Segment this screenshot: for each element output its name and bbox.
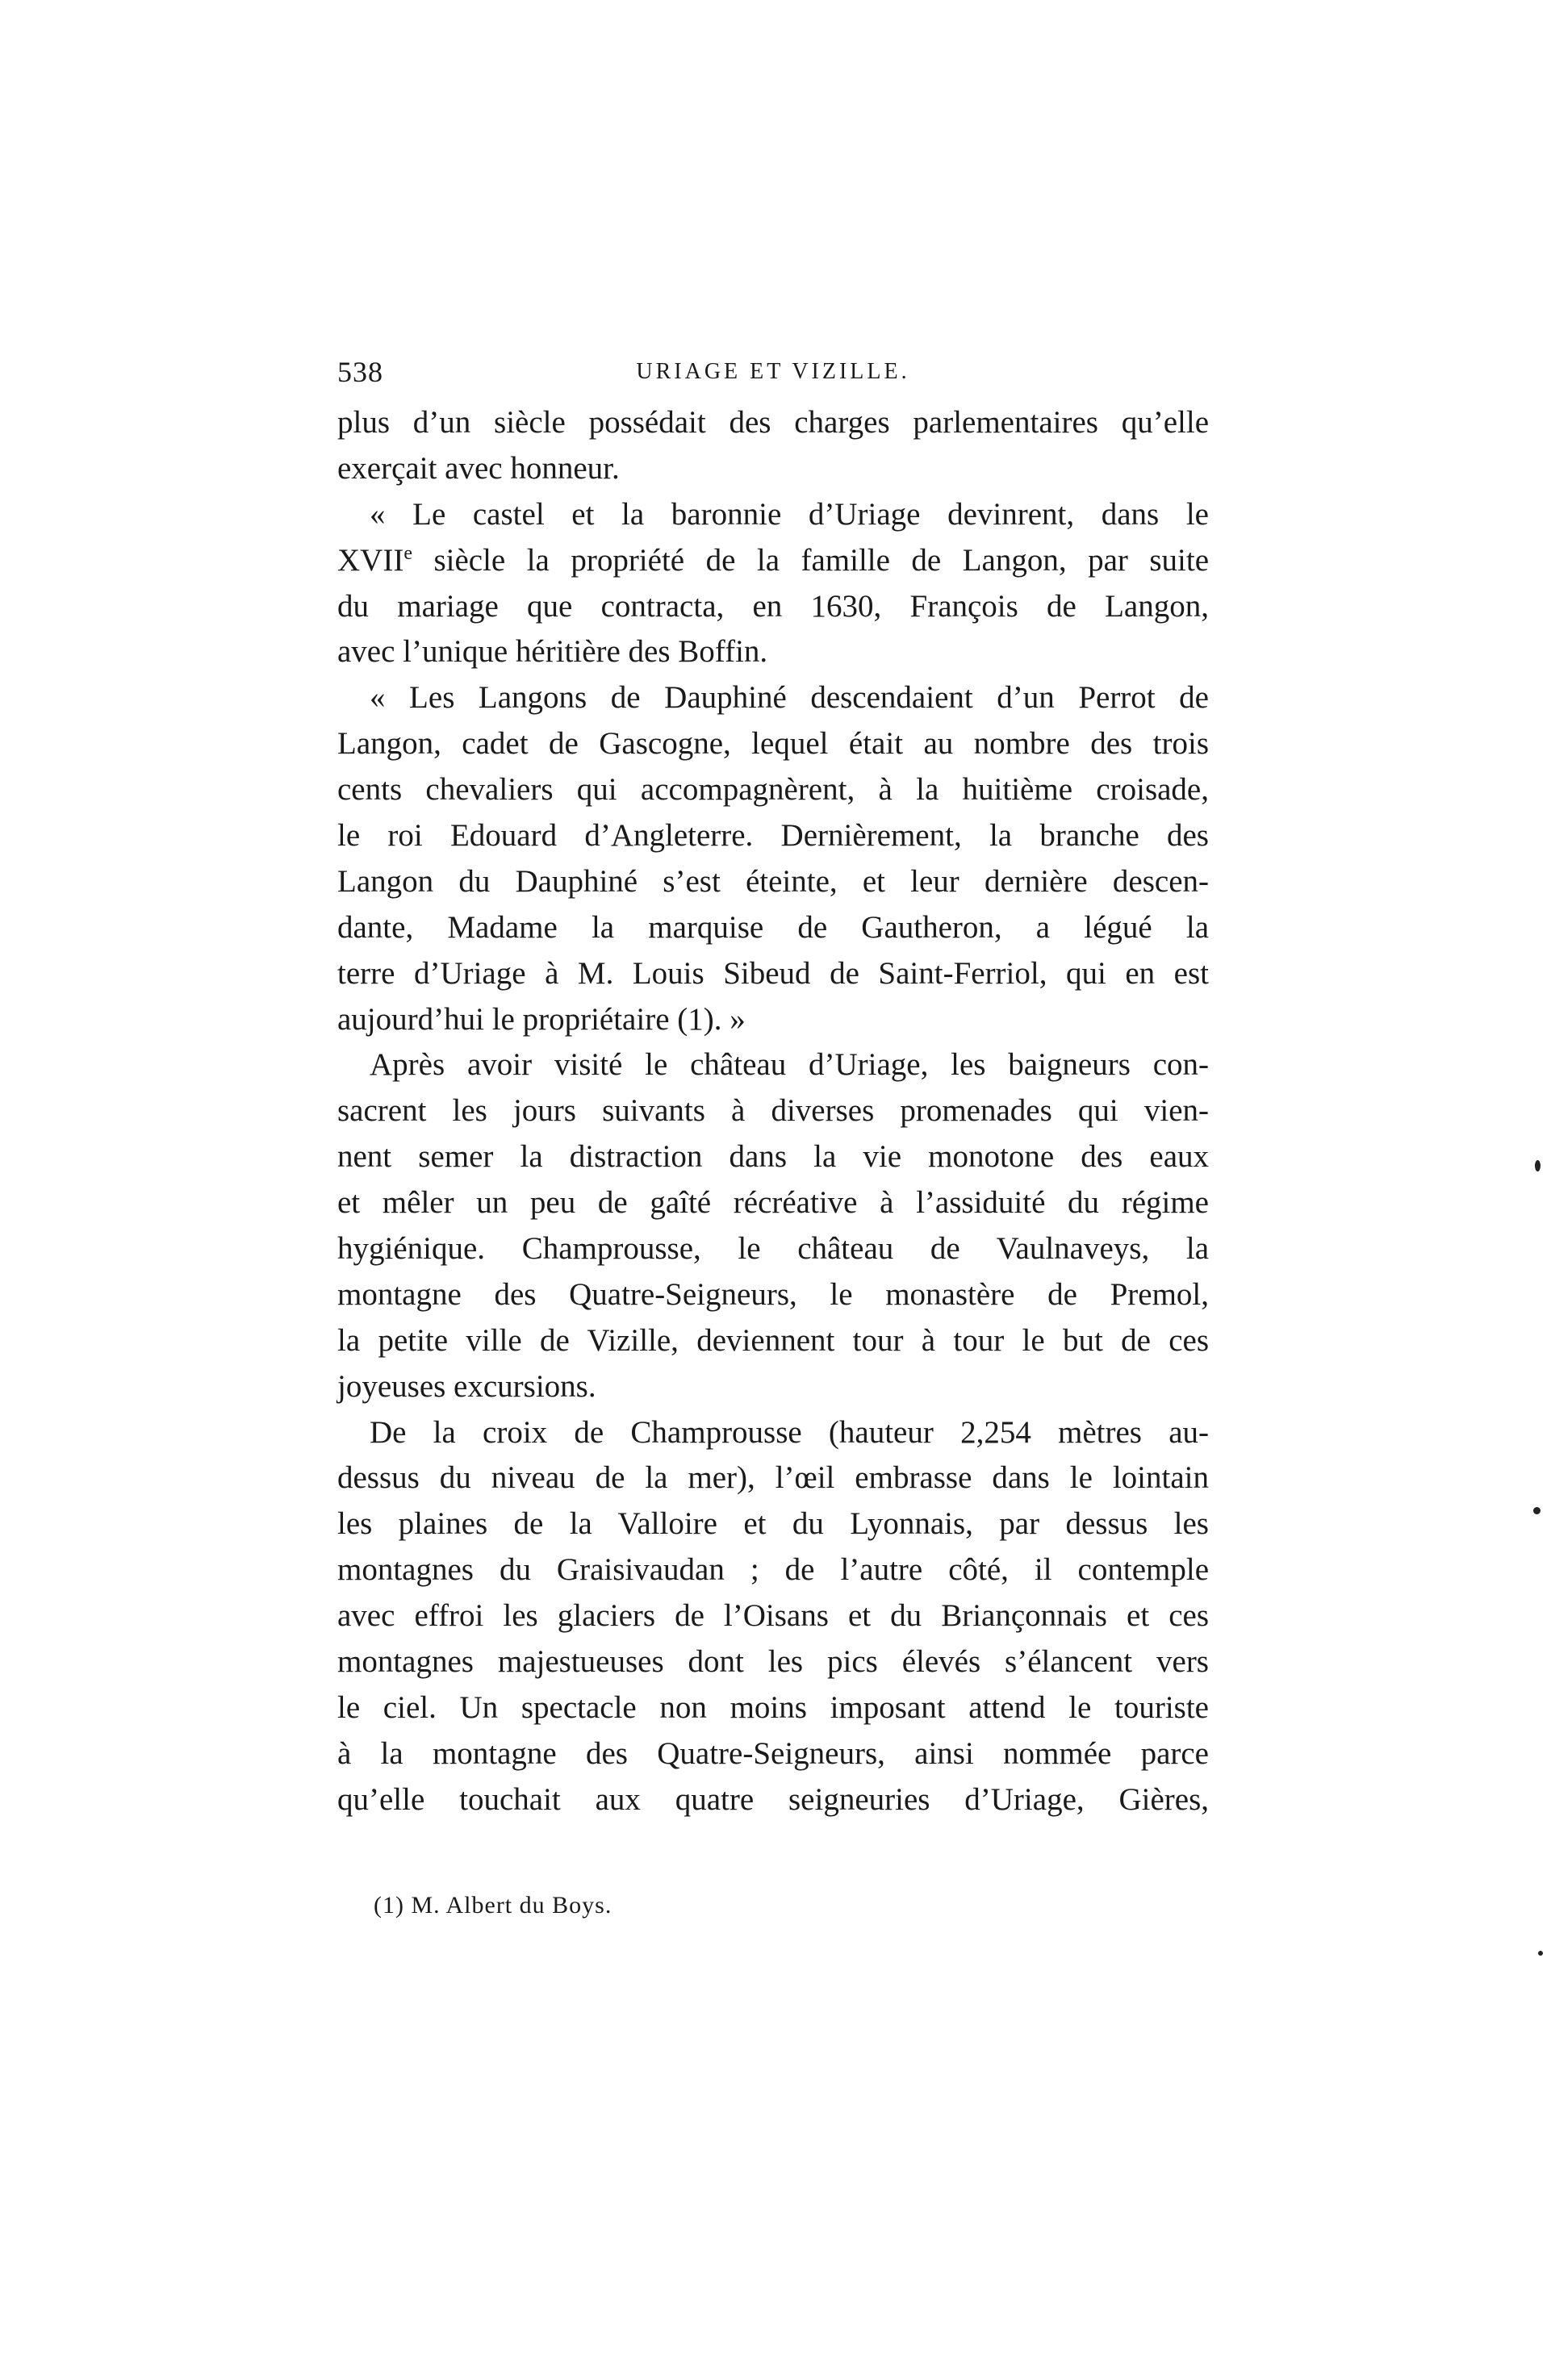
text-line: avec l’unique héritière des Boffin. — [337, 634, 768, 670]
text-line: terre d’Uriage à M. Louis Sibeud de Saint-Ferriol, qui en est — [337, 955, 1209, 991]
text-line: les plaines de la Valloire et du Lyonnais, par dessus les — [337, 1506, 1209, 1542]
text-line: « Les Langons de Dauphiné descendaient d’un Perrot de — [370, 680, 1209, 716]
text-line: avec effroi les glaciers de l’Oisans et du Briançonnais et ces — [337, 1598, 1209, 1634]
text-line: le ciel. Un spectacle non moins imposant attend le touriste — [337, 1689, 1209, 1725]
text-line: montagnes majestueuses dont les pics élevés s’élancent vers — [337, 1644, 1209, 1680]
text-line: cents chevaliers qui accompagnèrent, à la huitième croisade, — [337, 772, 1209, 808]
text-line: le roi Edouard d’Angleterre. Dernièrement, la branche des — [337, 818, 1209, 854]
text-line: et mêler un peu de gaîté récréative à l’assiduité du régime — [337, 1185, 1209, 1221]
text-line: qu’elle touchait aux quatre seigneuries d’Uriage, Gières, — [337, 1781, 1209, 1817]
page-header — [337, 352, 1209, 392]
century-suffix: e — [403, 542, 412, 564]
running-title: URIAGE ET VIZILLE. — [636, 359, 910, 384]
text-line: dante, Madame la marquise de Gautheron, a légué la — [337, 909, 1209, 945]
text-line: aujourd’hui le propriétaire (1). » — [337, 1001, 746, 1037]
ink-speck — [1533, 1507, 1541, 1514]
text-line: exerçait avec honneur. — [337, 450, 620, 486]
text-line: montagnes du Graisivaudan ; de l’autre côté, il contemple — [337, 1552, 1209, 1588]
page-number: 538 — [337, 356, 383, 388]
text-line: dessus du niveau de la mer), l’œil embrasse dans le lointain — [337, 1460, 1209, 1496]
century-numeral: XVII — [337, 542, 404, 578]
text-line: montagne des Quatre-Seigneurs, le monastère de Premol, — [337, 1276, 1209, 1312]
footnote: (1) M. Albert du Boys. — [374, 1892, 612, 1919]
text-line — [337, 538, 1209, 584]
text-line: sacrent les jours suivants à diverses promenades qui vien- — [337, 1093, 1209, 1129]
text-line: du mariage que contracta, en 1630, François de Langon, — [337, 588, 1209, 624]
text-line: nent semer la distraction dans la vie monotone des eaux — [337, 1139, 1209, 1175]
text-line: la petite ville de Vizille, deviennent tour à tour le but de ces — [337, 1322, 1209, 1358]
text-line: Langon du Dauphiné s’est éteinte, et leur dernière descen- — [337, 863, 1209, 899]
text-line: De la croix de Champrousse (hauteur 2,254 mètres au- — [370, 1414, 1209, 1450]
text-line: Après avoir visité le château d’Uriage, les baigneurs con- — [370, 1047, 1209, 1083]
text-line: joyeuses excursions. — [337, 1368, 596, 1404]
body-text — [337, 400, 1209, 1823]
text-line-rest: siècle la propriété de la famille de Langon, par suite — [433, 542, 1209, 578]
text-line: plus d’un siècle possédait des charges parlementaires qu’elle — [337, 405, 1209, 440]
text-line: « Le castel et la baronnie d’Uriage devinrent, dans le — [370, 496, 1209, 532]
text-line: hygiénique. Champrousse, le château de Vaulnaveys, la — [337, 1231, 1209, 1267]
text-line: Langon, cadet de Gascogne, lequel était au nombre des trois — [337, 726, 1209, 762]
ink-speck — [1538, 1951, 1543, 1956]
ink-speck — [1535, 1160, 1541, 1171]
text-line: à la montagne des Quatre-Seigneurs, ainsi nommée parce — [337, 1735, 1209, 1771]
